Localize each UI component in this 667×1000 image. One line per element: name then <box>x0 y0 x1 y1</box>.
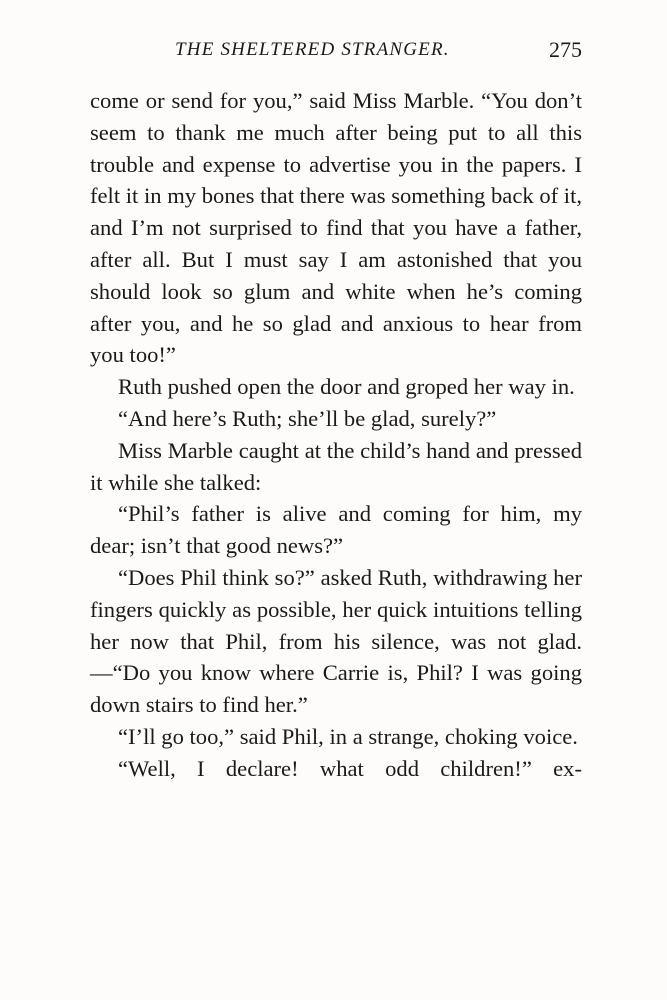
paragraph: Ruth pushed open the door and groped her way in. <box>118 374 575 400</box>
paragraph: come or send for you,” said Miss Marble. “You don’t seem to thank me much after being put to all this trouble and expense to advertise you in the papers. I felt it in my bones that there was something back of it, and I’m not surprised to find that you have a father, after all. But I must say I am astonished that you should look so glum and white when he’s coming after you, and he so glad and anxious to hear from you too!” <box>90 88 582 368</box>
paragraph: “Well, I declare! what odd children!” ex- <box>118 755 582 781</box>
paragraph: “I’ll go too,” said Phil, in a strange, choking voice. <box>118 723 578 749</box>
running-header <box>90 33 582 67</box>
paragraph: “Does Phil think so?” asked Ruth, withdrawing her fingers quickly as possible, her quick intuitions telling her now that Phil, from his silence, was not glad.—“Do you know where Carrie is, Phil? I was going down stairs to find her.” <box>90 564 582 718</box>
running-title: THE SHELTERED STRANGER. <box>175 39 450 60</box>
page-number: 275 <box>549 37 582 62</box>
paragraph: “Phil’s father is alive and coming for him, my dear; isn’t that good news?” <box>90 501 582 559</box>
paragraph: “And here’s Ruth; she’ll be glad, surely?” <box>118 405 497 431</box>
body-text <box>90 85 582 785</box>
paragraph: Miss Marble caught at the child’s hand and pressed it while she talked: <box>90 437 582 495</box>
